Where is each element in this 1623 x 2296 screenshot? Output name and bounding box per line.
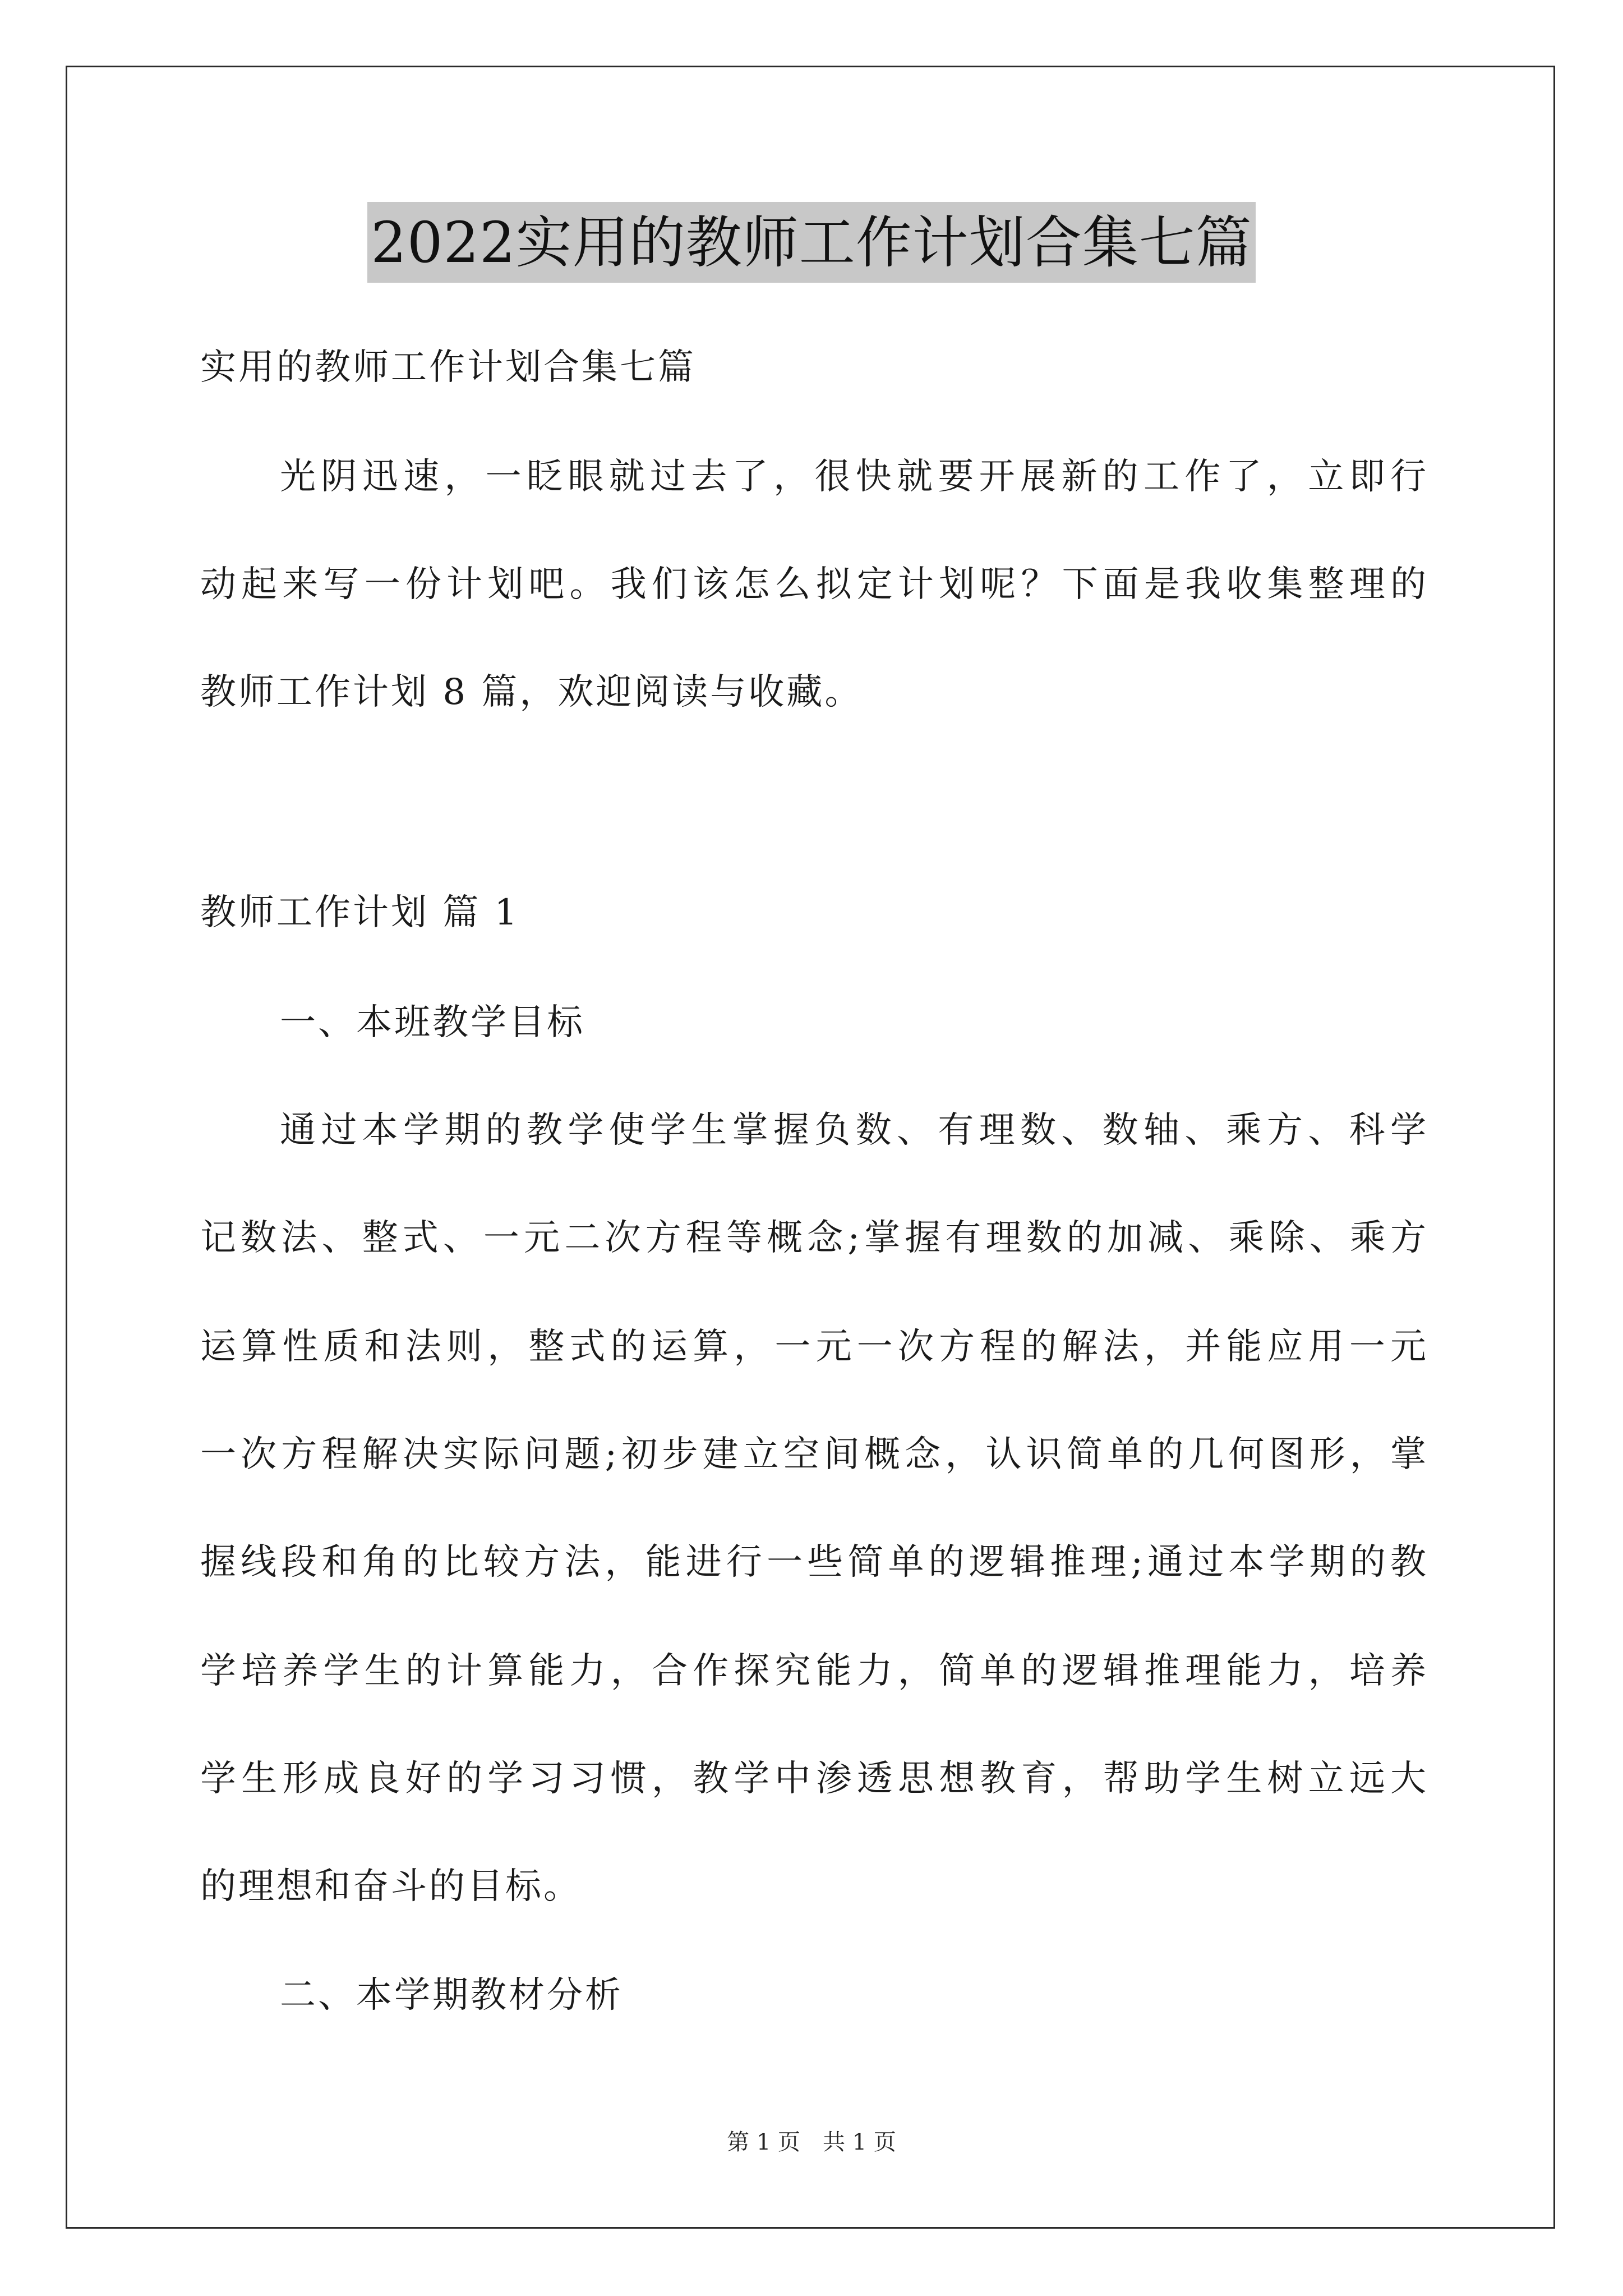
body-line: 运算性质和法则，整式的运算，一元一次方程的解法，并能应用一元: [200, 1326, 1428, 1368]
body-line: 学培养学生的计算能力，合作探究能力，简单的逻辑推理能力，培养: [200, 1650, 1428, 1692]
intro-line: 动起来写一份计划吧。我们该怎么拟定计划呢？下面是我收集整理的: [200, 564, 1428, 605]
intro-line: 教师工作计划 8 篇，欢迎阅读与收藏。: [200, 671, 863, 713]
subtitle: 实用的教师工作计划合集七篇: [200, 347, 696, 388]
body-line: 学生形成良好的学习习惯，教学中渗透思想教育，帮助学生树立远大: [200, 1758, 1428, 1800]
section-heading: 教师工作计划 篇 1: [200, 892, 520, 933]
document-title: 2022实用的教师工作计划合集七篇: [367, 202, 1256, 283]
body-line: 记数法、整式、一元二次方程等概念;掌握有理数的加减、乘除、乘方: [200, 1217, 1428, 1259]
title-container: [0, 202, 1623, 283]
heading-objectives: 一、本班教学目标: [280, 1002, 585, 1043]
body-line: 的理想和奋斗的目标。: [200, 1866, 582, 1907]
body-line: 一次方程解决实际问题;初步建立空间概念，认识简单的几何图形，掌: [200, 1434, 1428, 1475]
intro-line: 光阴迅速，一眨眼就过去了，很快就要开展新的工作了，立即行: [280, 456, 1428, 498]
page-footer: 第 1 页 共 1 页: [727, 2129, 896, 2155]
body-line: 握线段和角的比较方法，能进行一些简单的逻辑推理;通过本学期的教: [200, 1542, 1428, 1583]
body-line: 通过本学期的教学使学生掌握负数、有理数、数轴、乘方、科学: [280, 1110, 1428, 1151]
heading-materials: 二、本学期教材分析: [280, 1975, 623, 2016]
